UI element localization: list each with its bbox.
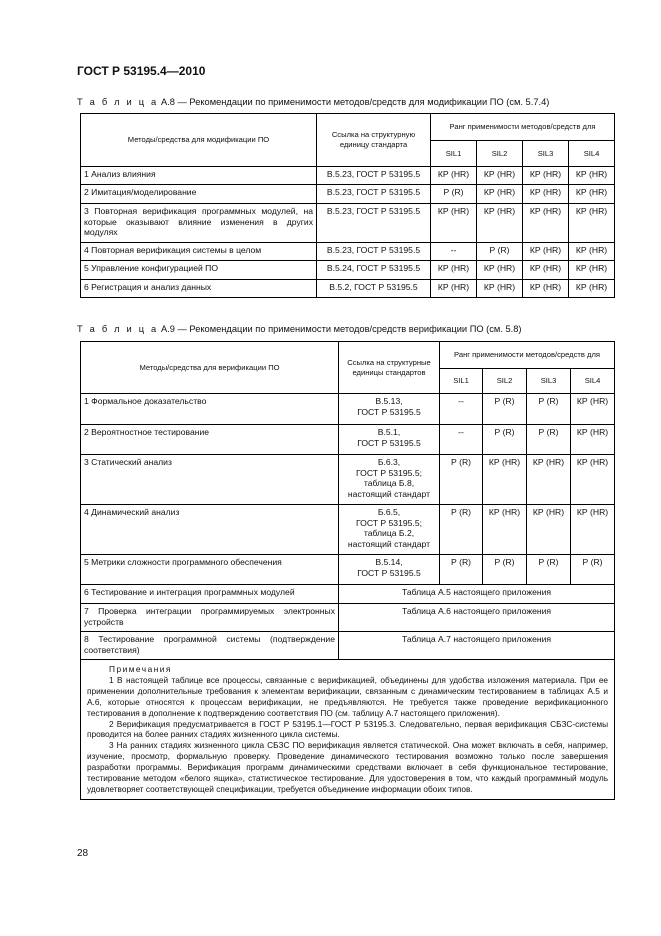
ref-line: таблица Б.2,	[363, 528, 415, 538]
sil3-cell: КР (HR)	[523, 280, 569, 298]
sil3-cell: Р (R)	[527, 394, 571, 425]
sil4-cell: КР (HR)	[571, 505, 615, 555]
sil4-cell: КР (HR)	[569, 167, 615, 185]
ref-line: ГОСТ Р 53195.5;	[356, 517, 422, 528]
sil3-cell: КР (HR)	[523, 204, 569, 243]
ref-line: В.5.13,	[375, 396, 403, 406]
reference-span-cell: Таблица А.5 настоящего приложения	[339, 585, 615, 604]
method-cell: 8 Тестирование программной системы (подтверждение соответствия)	[81, 632, 339, 660]
sil3-cell: КР (HR)	[527, 505, 571, 555]
table-a8-header-rank: Ранг применимости методов/средств для	[431, 114, 615, 141]
notes-cell	[81, 660, 615, 800]
table-row	[81, 204, 615, 243]
method-cell: 6 Регистрация и анализ данных	[81, 280, 317, 298]
sil1-cell: КР (HR)	[431, 204, 477, 243]
ref-cell: В.5.23, ГОСТ Р 53195.5	[317, 167, 431, 185]
sil3-cell: КР (HR)	[523, 167, 569, 185]
table-a9-caption	[77, 324, 522, 334]
sil3-cell: Р (R)	[527, 425, 571, 455]
sil3-cell: КР (HR)	[523, 185, 569, 204]
table-row	[81, 425, 615, 455]
sil3-cell: КР (HR)	[523, 261, 569, 280]
ref-line: ГОСТ Р 53195.5	[357, 567, 421, 578]
table-row	[81, 585, 615, 604]
table-a8-caption-text: А.8 — Рекомендации по применимости методов/средств для модификации ПО (см. 5.7.4)	[160, 97, 550, 107]
page-header-title: ГОСТ Р 53195.4—2010	[77, 64, 206, 78]
sil2-cell: Р (R)	[483, 394, 527, 425]
reference-span-cell: Таблица А.7 настоящего приложения	[339, 632, 615, 660]
table-a9-header-sil3: SIL3	[527, 369, 571, 394]
sil2-cell: Р (R)	[477, 243, 523, 261]
table-a8-header-ref: Ссылка на структурную единицу стандарта	[317, 114, 431, 167]
sil2-cell: КР (HR)	[483, 505, 527, 555]
sil4-cell: КР (HR)	[571, 455, 615, 505]
page-number: 28	[77, 848, 89, 859]
table-a8-header-sil2: SIL2	[477, 141, 523, 167]
table-row	[81, 632, 615, 660]
ref-cell	[339, 505, 440, 555]
table-row	[81, 555, 615, 585]
sil1-cell: Р (R)	[440, 555, 483, 585]
notes-title: Примечания	[109, 664, 172, 674]
sil1-cell: Р (R)	[431, 185, 477, 204]
sil2-cell: КР (HR)	[477, 167, 523, 185]
ref-line: Б.6.3,	[377, 457, 401, 467]
table-a9-header-method: Методы/средства для верификации ПО	[81, 342, 339, 394]
table-row	[81, 243, 615, 261]
sil2-cell: КР (HR)	[477, 204, 523, 243]
method-cell: 7 Проверка интеграции программируемых электронных устройств	[81, 604, 339, 632]
sil1-cell: --	[431, 243, 477, 261]
sil1-cell: Р (R)	[440, 455, 483, 505]
sil1-cell: --	[440, 394, 483, 425]
sil3-cell: КР (HR)	[527, 455, 571, 505]
table-a8-header-sil3: SIL3	[523, 141, 569, 167]
table-a8-header-sil4: SIL4	[569, 141, 615, 167]
method-cell: 1 Анализ влияния	[81, 167, 317, 185]
table-row	[81, 280, 615, 298]
ref-line: таблица Б.8,	[363, 478, 415, 488]
method-cell: 2 Имитация/моделирование	[81, 185, 317, 204]
sil2-cell: КР (HR)	[483, 455, 527, 505]
sil3-cell: Р (R)	[527, 555, 571, 585]
method-cell: 3 Статический анализ	[81, 455, 339, 505]
method-cell: 4 Повторная верификация системы в целом	[81, 243, 317, 261]
method-cell: 1 Формальное доказательство	[81, 394, 339, 425]
table-a9-caption-prefix: Т а б л и ц а	[77, 324, 159, 334]
table-a9-header-sil4: SIL4	[571, 369, 615, 394]
note-item: 1 В настоящей таблице все процессы, связанные с верификацией, объединены для удобства изложения материала. При ее применении дополнительные требования к элементам верификации, связанным с динамическим тестированием в таблицах А.5 и А.6, которые относятся к процессам верификации, не предъявляются. Не требуется также проведение верификационного тестирования в дополнение к подтверждению соответствия ПО (см. таблицу А.7 настоящего приложения).	[87, 674, 609, 718]
method-cell: 2 Вероятностное тестирование	[81, 425, 339, 455]
sil2-cell: Р (R)	[483, 555, 527, 585]
table-a8-header-method: Методы/средства для модификации ПО	[81, 114, 317, 167]
sil4-cell: КР (HR)	[569, 280, 615, 298]
ref-cell: В.5.23, ГОСТ Р 53195.5	[317, 185, 431, 204]
table-row	[81, 394, 615, 425]
sil4-cell: КР (HR)	[569, 261, 615, 280]
ref-cell	[339, 555, 440, 585]
notes-row	[81, 660, 615, 800]
method-cell: 3 Повторная верификация программных модулей, на которые оказывают влияние изменения в других модулях	[81, 204, 317, 243]
table-row	[81, 261, 615, 280]
table-a9-caption-text: А.9 — Рекомендации по применимости методов/средств верификации ПО (см. 5.8)	[160, 324, 522, 334]
sil1-cell: КР (HR)	[431, 261, 477, 280]
ref-cell: В.5.23, ГОСТ Р 53195.5	[317, 243, 431, 261]
sil1-cell: --	[440, 425, 483, 455]
table-a9-header-sil2: SIL2	[483, 369, 527, 394]
table-a8-caption-prefix: Т а б л и ц а	[77, 97, 159, 107]
ref-line: ГОСТ Р 53195.5	[357, 406, 421, 417]
table-a9	[80, 341, 615, 800]
ref-line: В.5.14,	[375, 557, 403, 567]
ref-cell	[339, 455, 440, 505]
reference-span-cell: Таблица А.6 настоящего приложения	[339, 604, 615, 632]
sil4-cell: КР (HR)	[569, 204, 615, 243]
sil4-cell: Р (R)	[571, 555, 615, 585]
table-row	[81, 167, 615, 185]
sil4-cell: КР (HR)	[571, 394, 615, 425]
method-cell: 4 Динамический анализ	[81, 505, 339, 555]
ref-line: Б.6.5,	[377, 507, 401, 517]
ref-cell	[339, 394, 440, 425]
table-row	[81, 185, 615, 204]
sil4-cell: КР (HR)	[569, 243, 615, 261]
ref-line: настоящий стандарт	[347, 488, 431, 499]
table-row	[81, 604, 615, 632]
ref-line: В.5.1,	[377, 427, 401, 437]
table-row	[81, 455, 615, 505]
note-item: 2 Верификация предусматривается в ГОСТ Р 53195.1—ГОСТ Р 53195.3. Следовательно, первая верификация СБЗС-системы проводится на более ранних стадиях жизненного цикла системы.	[87, 718, 609, 740]
table-a9-header-ref: Ссылка на структурные единицы стандартов	[339, 342, 440, 394]
sil2-cell: КР (HR)	[477, 185, 523, 204]
table-a9-header-rank: Ранг применимости методов/средств для	[440, 342, 615, 369]
method-cell: 5 Метрики сложности программного обеспечения	[81, 555, 339, 585]
table-row	[81, 505, 615, 555]
sil2-cell: Р (R)	[483, 425, 527, 455]
table-a9-header-sil1: SIL1	[440, 369, 483, 394]
method-cell: 5 Управление конфигурацией ПО	[81, 261, 317, 280]
sil2-cell: КР (HR)	[477, 261, 523, 280]
table-a8-header-sil1: SIL1	[431, 141, 477, 167]
ref-line: настоящий стандарт	[347, 538, 431, 549]
ref-cell: В.5.2, ГОСТ Р 53195.5	[317, 280, 431, 298]
sil2-cell: КР (HR)	[477, 280, 523, 298]
method-cell: 6 Тестирование и интеграция программных модулей	[81, 585, 339, 604]
ref-cell	[339, 425, 440, 455]
ref-line: ГОСТ Р 53195.5	[357, 437, 421, 448]
sil1-cell: КР (HR)	[431, 167, 477, 185]
note-item: 3 На ранних стадиях жизненного цикла СБЗС ПО верификация является статической. Она может включать в себя, например, изучение, просмотр, формальную проверку. Проведение динамического тестирования возможно только после завершения разработки программы. Верификация программ динамическими средствами включает в себя функциональное тестирование, тестирование методом «белого ящика», статистическое тестирование. Для удостоверения в том, что каждый программный модуль удовлетворяет соответствующей спецификации, требуется объединение информации обоих типов.	[87, 740, 609, 794]
table-a8-caption	[77, 97, 549, 107]
ref-cell: В.5.23, ГОСТ Р 53195.5	[317, 204, 431, 243]
sil3-cell: КР (HR)	[523, 243, 569, 261]
sil4-cell: КР (HR)	[571, 425, 615, 455]
sil4-cell: КР (HR)	[569, 185, 615, 204]
sil1-cell: Р (R)	[440, 505, 483, 555]
ref-cell: В.5.24, ГОСТ Р 53195.5	[317, 261, 431, 280]
table-a8	[80, 113, 615, 298]
sil1-cell: КР (HR)	[431, 280, 477, 298]
ref-line: ГОСТ Р 53195.5;	[356, 467, 422, 478]
